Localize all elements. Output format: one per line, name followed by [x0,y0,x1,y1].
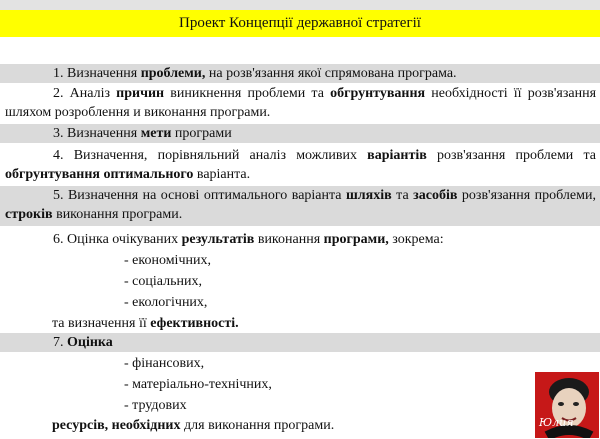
list-subitem: - трудових [124,398,187,413]
avatar [535,372,599,438]
top-strip [0,0,600,10]
list-item-2: 2. Аналіз причин виникнення проблеми та обгрунтування необхідності її розв'язання шляхом розроблення и виконання програми. [5,86,597,120]
list-subitem: - соціальних, [124,274,202,289]
list-item-7-conclusion: ресурсів, необхідних для виконання програми. [52,418,335,433]
list-item-7: 7. Оцінка [0,333,600,352]
list-subitem: - екологічних, [124,295,208,310]
list-item-4: 4. Визначення, порівняльний аналіз можливих варіантів розв'язання проблеми та обгрунтування оптимального варіанта. [5,148,597,182]
list-item-1: 1. Визначення проблеми, на розв'язання якої спрямована програма. [0,64,600,83]
list-item-3: 3. Визначення мети програми [0,124,600,143]
list-item-6: 6. Оцінка очікуваних результатів виконання програми, зокрема: [53,232,444,247]
list-subitem: - економічних, [124,253,211,268]
avatar-signature: Юлия [539,416,574,429]
list-subitem: - матеріально-технічних, [124,377,272,392]
list-item-6-conclusion: та визначення її ефективності. [52,316,239,331]
title-bar [0,10,600,37]
list-item-5: 5. Визначення на основі оптимального варіанта шляхів та засобів розв'язання проблеми, строків виконання програми. [0,186,600,226]
slide-title: Проект Концепції державної стратегії [179,15,421,31]
list-subitem: - фінансових, [124,356,205,371]
